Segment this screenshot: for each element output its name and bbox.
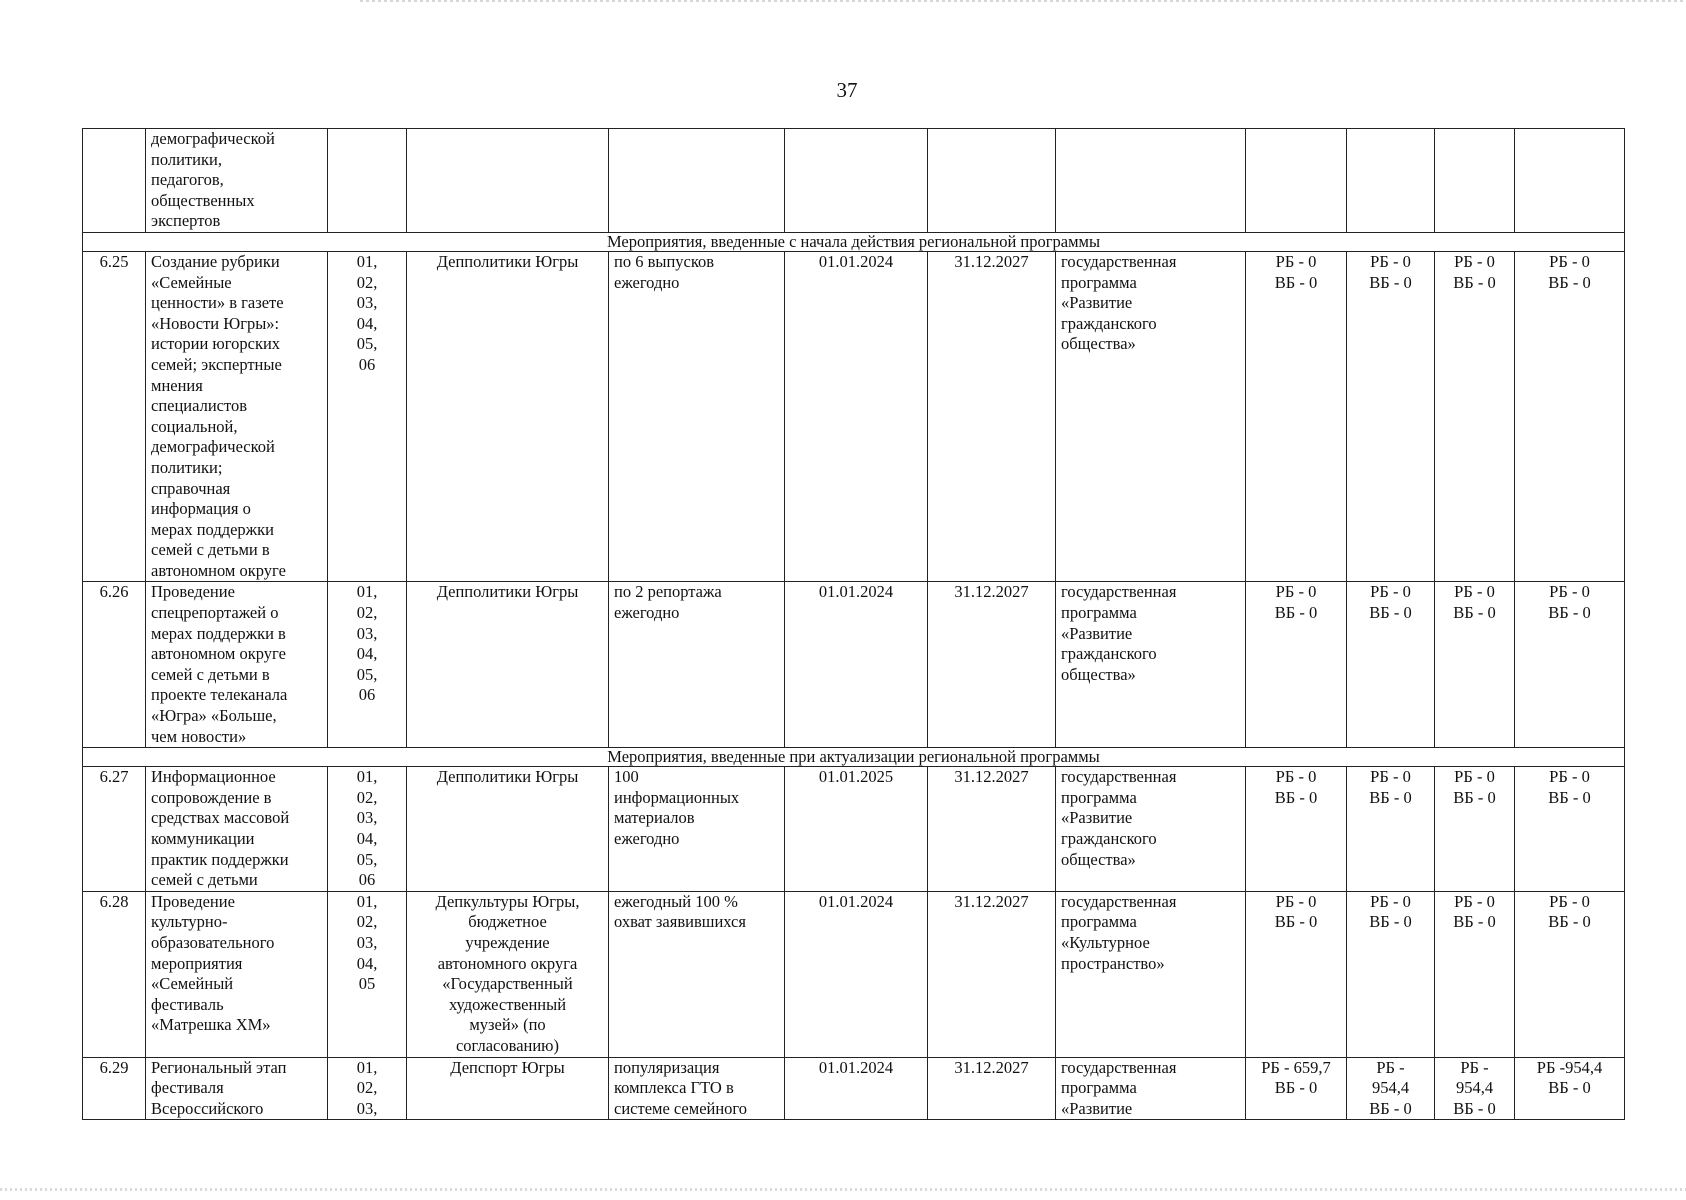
funding-year-2-line: ВБ - 0: [1369, 912, 1412, 932]
measure-name-line: социальной,: [151, 416, 238, 436]
end-date: 31.12.2027: [928, 582, 1056, 748]
task-codes: [328, 251, 407, 582]
task-codes: [328, 1057, 407, 1120]
task-codes: [328, 891, 407, 1057]
measure-name-line: автономном округе: [151, 560, 286, 580]
measure-name-line: «Семейный: [151, 974, 234, 994]
funding-year-4-line: ВБ - 0: [1548, 1078, 1591, 1098]
measure-name-line: Информационное: [151, 767, 276, 787]
executor-line: учреждение: [465, 932, 550, 952]
measure-name-line: Региональный этап: [151, 1057, 287, 1077]
measure-name-line: сопровождение в: [151, 787, 272, 807]
funding-year-2-line: РБ - 0: [1370, 251, 1411, 271]
state-program-line: государственная: [1061, 251, 1177, 271]
expected-result-line: ежегодно: [614, 829, 680, 848]
measure-name-line: практик поддержки: [151, 849, 289, 869]
measure-name: [146, 891, 328, 1057]
funding-year-2: [1347, 767, 1435, 892]
funding-year-2: [1347, 251, 1435, 582]
funding-year-2-line: РБ -: [1376, 1057, 1405, 1077]
empty-cell: [1347, 129, 1435, 233]
end-date: 31.12.2027: [928, 1057, 1056, 1120]
task-codes: [328, 767, 407, 892]
measure-name-line: средствах массовой: [151, 808, 290, 828]
funding-year-2-line: РБ - 0: [1370, 582, 1411, 602]
executor: [407, 767, 609, 892]
measure-name-line: общественных: [151, 190, 255, 210]
measure-name-line: экспертов: [151, 211, 221, 231]
measure-name-line: семей; экспертные: [151, 354, 282, 374]
funding-year-3: [1435, 767, 1515, 892]
state-program-line: государственная: [1061, 582, 1177, 602]
executor: [407, 582, 609, 748]
measure-name-line: мерах поддержки в: [151, 623, 286, 643]
measure-name-line: ценности» в газете: [151, 293, 284, 313]
empty-cell: [1246, 129, 1347, 233]
state-program-line: «Развитие: [1061, 1098, 1133, 1118]
measure-name-line: истории югорских: [151, 334, 281, 354]
funding-year-4-line: РБ - 0: [1549, 891, 1590, 911]
funding-year-3-line: РБ - 0: [1454, 767, 1495, 787]
funding-year-4-line: ВБ - 0: [1548, 272, 1591, 292]
state-program-line: общества»: [1061, 664, 1136, 684]
scan-edge-bottom: [0, 1188, 1686, 1191]
start-date: 01.01.2024: [785, 582, 928, 748]
measure-name-line: мерах поддержки: [151, 519, 274, 539]
measure-name-line: политики;: [151, 457, 223, 477]
empty-cell: [1435, 129, 1515, 233]
funding-year-2-line: РБ - 0: [1370, 767, 1411, 787]
funding-year-4: [1515, 767, 1625, 892]
funding-year-4-line: РБ - 0: [1549, 251, 1590, 271]
funding-year-4: [1515, 891, 1625, 1057]
row-number: 6.25: [83, 251, 146, 582]
task-codes-line: 02,: [356, 912, 378, 932]
measure-name-line: педагогов,: [151, 170, 224, 190]
state-program-line: государственная: [1061, 1057, 1177, 1077]
funding-year-3: [1435, 251, 1515, 582]
funding-year-4: [1515, 1057, 1625, 1120]
state-program-line: гражданского: [1061, 313, 1157, 333]
empty-cell: [1515, 129, 1625, 233]
measure-name-line: «Матрешка ХМ»: [151, 1015, 271, 1035]
funding-year-1-line: ВБ - 0: [1274, 787, 1318, 807]
expected-result-line: ежегодно: [614, 272, 680, 292]
measure-name-line: Проведение: [151, 582, 235, 602]
measure-name: [146, 1057, 328, 1120]
task-codes-line: 01,: [356, 251, 378, 271]
measure-name-line: образовательного: [151, 932, 275, 952]
expected-result: [609, 251, 785, 582]
funding-year-3-line: ВБ - 0: [1453, 272, 1496, 292]
funding-year-2: [1347, 891, 1435, 1057]
funding-year-4: [1515, 251, 1625, 582]
measure-name-line: «Семейные: [151, 272, 232, 292]
task-codes-line: 04,: [356, 829, 378, 848]
state-program: [1056, 582, 1246, 748]
empty-cell: [1056, 129, 1246, 233]
state-program-line: «Развитие: [1061, 293, 1133, 313]
measure-name-line: семей с детьми в: [151, 540, 270, 560]
funding-year-1-line: ВБ - 0: [1274, 603, 1318, 623]
section-title: Мероприятия, введенные при актуализации региональной программы: [83, 748, 1625, 767]
state-program-line: гражданского: [1061, 829, 1157, 848]
start-date: 01.01.2024: [785, 1057, 928, 1120]
funding-year-1-line: РБ - 0: [1275, 251, 1317, 271]
task-codes-line: 01,: [356, 582, 378, 602]
funding-year-3-line: ВБ - 0: [1453, 603, 1496, 623]
task-codes-line: 04,: [356, 313, 378, 333]
state-program-line: общества»: [1061, 849, 1136, 869]
funding-year-4-line: ВБ - 0: [1548, 912, 1591, 932]
state-program-line: «Развитие: [1061, 623, 1133, 643]
funding-year-3: [1435, 1057, 1515, 1120]
expected-result-line: ежегодный 100 %: [614, 891, 738, 911]
empty-cell: [928, 129, 1056, 233]
expected-result: [609, 1057, 785, 1120]
measure-name-line: мнения: [151, 375, 203, 395]
measure-name-line: специалистов: [151, 396, 248, 416]
task-codes-line: 06: [358, 870, 376, 890]
empty-cell: [407, 129, 609, 233]
state-program-line: программа: [1061, 787, 1137, 807]
funding-year-4: [1515, 582, 1625, 748]
task-codes-line: 04,: [356, 953, 378, 973]
empty-cell: [785, 129, 928, 233]
state-program-line: «Развитие: [1061, 808, 1133, 828]
task-codes-line: 02,: [356, 272, 378, 292]
funding-year-3-line: ВБ - 0: [1453, 912, 1496, 932]
row-number: [83, 129, 146, 233]
task-codes-line: 03,: [356, 293, 378, 313]
funding-year-4-line: РБ - 0: [1549, 767, 1590, 787]
measure-name: [146, 582, 328, 748]
state-program-line: государственная: [1061, 891, 1177, 911]
executor: [407, 1057, 609, 1120]
empty-cell: [609, 129, 785, 233]
funding-year-3-line: ВБ - 0: [1453, 787, 1496, 807]
funding-year-2: [1347, 1057, 1435, 1120]
funding-year-3-line: РБ - 0: [1454, 891, 1495, 911]
measure-name: [146, 129, 328, 233]
state-program-line: программа: [1061, 272, 1137, 292]
task-codes-line: 01,: [356, 891, 378, 911]
expected-result-line: охват заявившихся: [614, 912, 746, 932]
executor-line: Депполитики Югры: [436, 767, 579, 787]
measures-table: [82, 128, 1625, 1120]
table-row: [83, 251, 1625, 582]
task-codes-line: 06: [358, 354, 376, 374]
funding-year-2-line: ВБ - 0: [1369, 787, 1412, 807]
measure-name-line: автономном округе: [151, 644, 286, 664]
funding-year-3: [1435, 891, 1515, 1057]
end-date: 31.12.2027: [928, 891, 1056, 1057]
funding-year-4-line: РБ - 0: [1549, 582, 1590, 602]
measure-name-line: фестиваля: [151, 1078, 224, 1098]
measure-name-line: спецрепортажей о: [151, 603, 279, 623]
funding-year-3-line: РБ -: [1460, 1057, 1489, 1077]
funding-year-2-line: ВБ - 0: [1369, 272, 1412, 292]
funding-year-2: [1347, 582, 1435, 748]
funding-year-1: [1246, 251, 1347, 582]
state-program-line: программа: [1061, 603, 1137, 623]
empty-cell: [328, 129, 407, 233]
table-row: [83, 129, 1625, 233]
start-date: 01.01.2024: [785, 251, 928, 582]
task-codes-line: 05,: [356, 664, 378, 684]
measure-name-line: Всероссийского: [151, 1098, 264, 1118]
state-program: [1056, 1057, 1246, 1120]
executor-line: согласованию): [455, 1035, 559, 1055]
measure-name-line: чем новости»: [151, 726, 247, 746]
expected-result: [609, 582, 785, 748]
executor-line: автономного округа: [437, 953, 578, 973]
task-codes-line: 03,: [356, 623, 378, 643]
expected-result-line: информационных: [614, 787, 740, 807]
start-date: 01.01.2025: [785, 767, 928, 892]
funding-year-1-line: РБ - 0: [1275, 891, 1317, 911]
state-program-line: государственная: [1061, 767, 1177, 787]
table-row: [83, 582, 1625, 748]
table-row: [83, 1057, 1625, 1120]
measure-name-line: справочная: [151, 478, 231, 498]
measure-name-line: фестиваль: [151, 994, 224, 1014]
executor-line: художественный: [448, 994, 567, 1014]
task-codes-line: 05,: [356, 849, 378, 869]
executor: [407, 891, 609, 1057]
funding-year-1-line: РБ - 0: [1275, 767, 1317, 787]
funding-year-1: [1246, 767, 1347, 892]
executor: [407, 251, 609, 582]
funding-year-1: [1246, 1057, 1347, 1120]
funding-year-4-line: ВБ - 0: [1548, 603, 1591, 623]
page-number: 37: [836, 78, 858, 102]
task-codes-line: 05: [358, 974, 376, 994]
row-number: 6.29: [83, 1057, 146, 1120]
task-codes-line: 03,: [356, 808, 378, 828]
state-program-line: гражданского: [1061, 644, 1157, 664]
end-date: 31.12.2027: [928, 251, 1056, 582]
table-row: [83, 891, 1625, 1057]
state-program-line: программа: [1061, 1078, 1137, 1098]
funding-year-2-line: ВБ - 0: [1369, 603, 1412, 623]
task-codes-line: 03,: [356, 932, 378, 952]
measure-name-line: мероприятия: [151, 953, 243, 973]
funding-year-2-line: РБ - 0: [1370, 891, 1411, 911]
expected-result-line: ежегодно: [614, 603, 680, 623]
measure-name-line: демографической: [151, 437, 275, 457]
measure-name-line: «Югра» «Больше,: [151, 706, 277, 726]
funding-year-1-line: ВБ - 0: [1274, 272, 1318, 292]
measure-name-line: культурно-: [151, 912, 228, 932]
expected-result: [609, 891, 785, 1057]
executor-line: бюджетное: [468, 912, 547, 932]
funding-year-3-line: ВБ - 0: [1453, 1098, 1496, 1118]
executor-line: Депспорт Югры: [450, 1057, 565, 1077]
scan-edge-top: [360, 0, 1686, 2]
expected-result-line: по 2 репортажа: [614, 582, 722, 602]
measure-name-line: семей с детьми: [151, 870, 258, 890]
task-codes-line: 02,: [356, 1078, 378, 1098]
row-number: 6.27: [83, 767, 146, 892]
state-program-line: «Культурное: [1061, 932, 1150, 952]
task-codes: [328, 582, 407, 748]
state-program: [1056, 251, 1246, 582]
state-program: [1056, 767, 1246, 892]
task-codes-line: 03,: [356, 1098, 378, 1118]
executor-line: Депполитики Югры: [436, 582, 579, 602]
funding-year-3: [1435, 582, 1515, 748]
expected-result-line: популяризация: [614, 1057, 720, 1077]
section-title: Мероприятия, введенные с начала действия региональной программы: [83, 232, 1625, 251]
state-program-line: пространство»: [1061, 953, 1165, 973]
expected-result: [609, 767, 785, 892]
measure-name-line: Проведение: [151, 891, 235, 911]
measure-name-line: «Новости Югры»:: [151, 313, 280, 333]
measure-name-line: демографической: [151, 129, 275, 148]
funding-year-4-line: ВБ - 0: [1548, 787, 1591, 807]
task-codes-line: 01,: [356, 1057, 378, 1077]
start-date: 01.01.2024: [785, 891, 928, 1057]
task-codes-line: 04,: [356, 644, 378, 664]
section-row: [83, 748, 1625, 767]
measure-name-line: коммуникации: [151, 829, 255, 848]
funding-year-3-line: 954,4: [1455, 1078, 1494, 1098]
executor-line: «Государственный: [442, 974, 573, 994]
funding-year-1-line: РБ - 659,7: [1261, 1057, 1331, 1077]
funding-year-1: [1246, 891, 1347, 1057]
measure-name: [146, 251, 328, 582]
measure-name-line: Создание рубрики: [151, 251, 280, 271]
measure-name-line: политики,: [151, 149, 222, 169]
task-codes-line: 01,: [356, 767, 378, 787]
state-program-line: общества»: [1061, 334, 1136, 354]
task-codes-line: 06: [358, 685, 376, 705]
expected-result-line: материалов: [614, 808, 695, 828]
executor-line: Депполитики Югры: [436, 251, 579, 271]
state-program-line: программа: [1061, 912, 1137, 932]
funding-year-3-line: РБ - 0: [1454, 582, 1495, 602]
end-date: 31.12.2027: [928, 767, 1056, 892]
executor-line: Депкультуры Югры,: [435, 891, 580, 911]
section-row: [83, 232, 1625, 251]
funding-year-4-line: РБ -954,4: [1536, 1057, 1603, 1077]
executor-line: музей» (по: [469, 1015, 546, 1035]
task-codes-line: 02,: [356, 603, 378, 623]
row-number: 6.26: [83, 582, 146, 748]
funding-year-1-line: ВБ - 0: [1274, 912, 1318, 932]
expected-result-line: системе семейного: [614, 1098, 748, 1118]
funding-year-1-line: ВБ - 0: [1274, 1078, 1318, 1098]
task-codes-line: 05,: [356, 334, 378, 354]
expected-result-line: 100: [614, 767, 639, 787]
funding-year-2-line: ВБ - 0: [1369, 1098, 1412, 1118]
task-codes-line: 02,: [356, 787, 378, 807]
funding-year-1: [1246, 582, 1347, 748]
measure-name-line: информация о: [151, 499, 251, 519]
expected-result-line: по 6 выпусков: [614, 251, 715, 271]
table-row: [83, 767, 1625, 892]
measure-name-line: проекте телеканала: [151, 685, 288, 705]
funding-year-3-line: РБ - 0: [1454, 251, 1495, 271]
state-program: [1056, 891, 1246, 1057]
measure-name-line: семей с детьми в: [151, 664, 270, 684]
funding-year-2-line: 954,4: [1371, 1078, 1410, 1098]
measure-name: [146, 767, 328, 892]
expected-result-line: комплекса ГТО в: [614, 1078, 734, 1098]
funding-year-1-line: РБ - 0: [1275, 582, 1317, 602]
row-number: 6.28: [83, 891, 146, 1057]
